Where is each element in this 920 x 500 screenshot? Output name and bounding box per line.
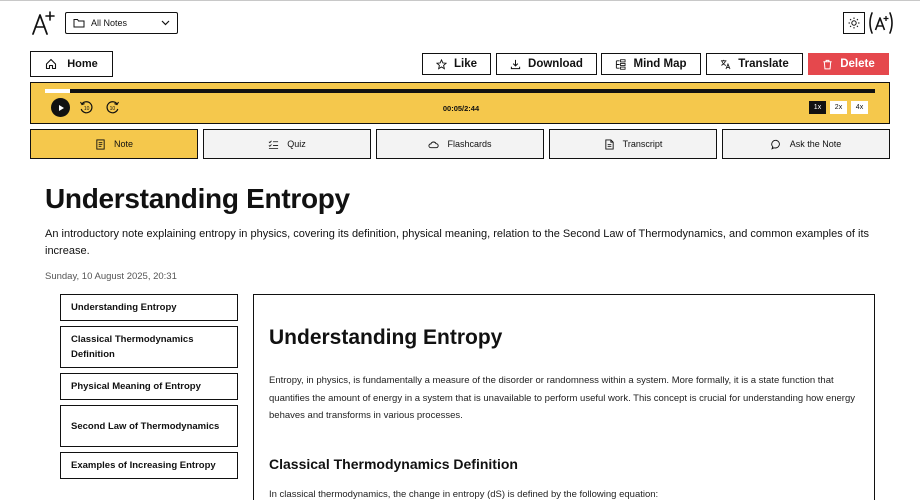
sun-icon [848, 17, 860, 29]
progress-fill [45, 89, 70, 93]
like-label: Like [453, 58, 477, 70]
checklist-icon [268, 139, 279, 150]
audio-player [30, 82, 890, 124]
download-icon [510, 59, 521, 70]
toc-item-examples[interactable]: Examples of Increasing Entropy [60, 452, 238, 479]
content-paragraph-2: In classical thermodynamics, the change in entropy (dS) is defined by the following equation: [269, 489, 659, 500]
cloud-icon [428, 139, 439, 150]
toc-item-second-law[interactable]: Second Law of Thermodynamics [60, 405, 238, 447]
notes-filter-label: All Notes [91, 18, 128, 28]
toc-item-understanding-entropy[interactable]: Understanding Entropy [60, 294, 238, 321]
toc-item-physical-meaning[interactable]: Physical Meaning of Entropy [60, 373, 238, 400]
mind-map-icon [615, 59, 626, 70]
home-label: Home [67, 58, 98, 70]
speed-2x-button[interactable]: 2x [830, 101, 847, 114]
like-button[interactable] [422, 53, 491, 75]
note-date: Sunday, 10 August 2025, 20:31 [45, 271, 177, 282]
brand-badge-icon [868, 11, 894, 35]
delete-label: Delete [840, 58, 875, 70]
home-icon [45, 58, 57, 70]
playback-time: 00:05/2:44 [442, 104, 480, 113]
note-description: An introductory note explaining entropy in physics, covering its definition, physical meaning, relation to the Second Law of Thermodynamics, and common examples of its increase. [45, 228, 870, 257]
download-button[interactable] [496, 53, 597, 75]
notes-filter-select[interactable] [65, 12, 178, 34]
progress-track[interactable] [45, 89, 875, 93]
tab-transcript[interactable] [549, 129, 717, 159]
tab-note-label: Note [113, 139, 133, 149]
tab-flashcards-label: Flashcards [447, 139, 492, 149]
tab-transcript-label: Transcript [622, 139, 663, 149]
content-subheading: Classical Thermodynamics Definition [269, 456, 518, 472]
mind-map-button[interactable] [601, 53, 701, 75]
chevron-down-icon [161, 20, 170, 26]
rewind-10-icon[interactable] [79, 100, 94, 115]
star-icon [436, 59, 447, 70]
play-button[interactable] [51, 98, 70, 117]
svg-text:10: 10 [109, 106, 116, 112]
delete-button[interactable] [808, 53, 889, 75]
translate-label: Translate [738, 58, 789, 70]
download-label: Download [528, 58, 583, 70]
content-heading: Understanding Entropy [269, 326, 503, 349]
chat-icon [771, 139, 782, 150]
forward-10-icon[interactable] [105, 100, 120, 115]
content-paragraph: Entropy, in physics, is fundamentally a measure of the disorder or randomness within a system. More formally, it is a state function that quantifies the amount of energy in a system that is unavailable to perform useful work. This concept is crucial for understanding how energy behaves and transforms in various processes. [269, 375, 855, 421]
translate-button[interactable] [706, 53, 803, 75]
note-icon [95, 139, 106, 150]
tab-quiz-label: Quiz [287, 139, 306, 149]
speed-4x-button[interactable]: 4x [851, 101, 868, 114]
tab-ask-the-note-label: Ask the Note [789, 139, 842, 149]
tab-flashcards[interactable] [376, 129, 544, 159]
a-plus-logo-icon[interactable] [31, 10, 55, 36]
tab-note[interactable] [30, 129, 198, 159]
trash-icon [822, 59, 833, 70]
toc-item-classical-definition[interactable]: Classical Thermodynamics Definition [60, 326, 238, 368]
svg-text:10: 10 [83, 106, 90, 112]
play-icon [57, 104, 65, 112]
home-button[interactable] [30, 51, 113, 77]
speed-1x-button[interactable]: 1x [809, 101, 826, 114]
folder-icon [73, 18, 85, 28]
tab-quiz[interactable] [203, 129, 371, 159]
top-divider [0, 0, 920, 1]
tab-ask-the-note[interactable] [722, 129, 890, 159]
theme-toggle-button[interactable] [843, 12, 865, 34]
translate-icon [720, 59, 731, 70]
page-title: Understanding Entropy [45, 183, 350, 214]
mind-map-label: Mind Map [633, 58, 687, 70]
note-content-card [253, 294, 875, 500]
document-icon [604, 139, 615, 150]
